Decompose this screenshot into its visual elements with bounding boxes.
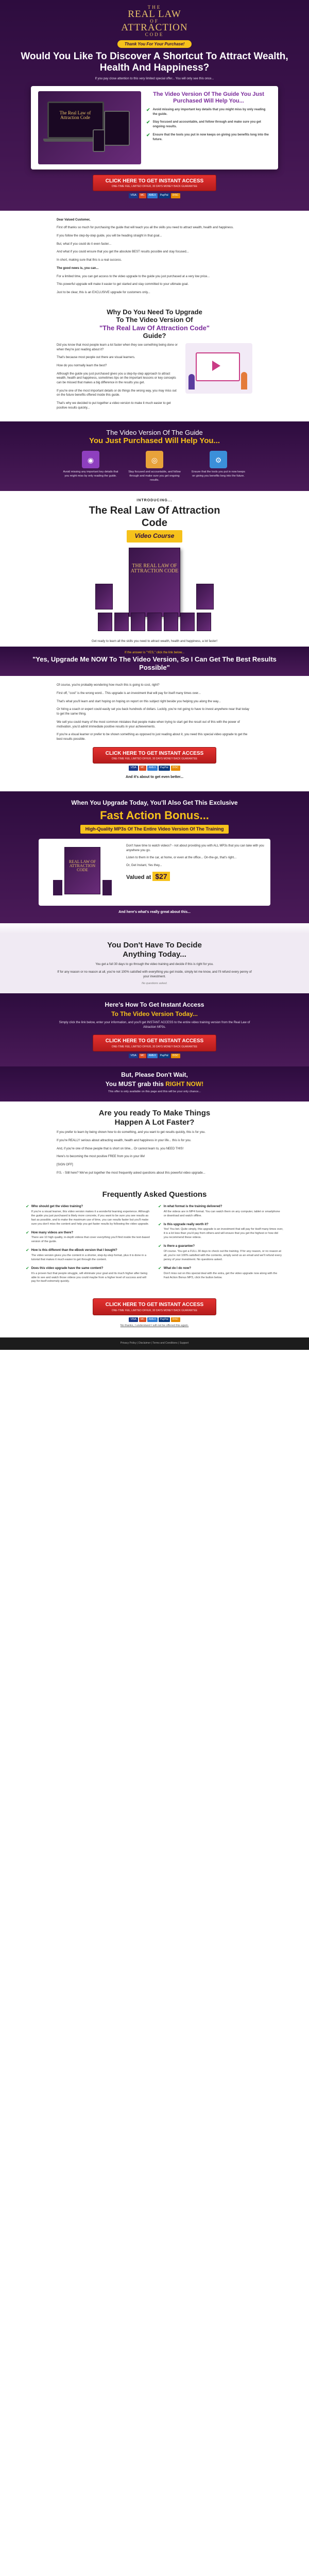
person-shape (241, 372, 247, 389)
check-icon: ✔ (158, 1204, 162, 1209)
product-side-box (95, 584, 113, 609)
bonus-title: Fast Action Bonus... (100, 809, 209, 822)
really-great-note: And here's what's really great about this... (118, 910, 191, 914)
faq-item (26, 1248, 151, 1262)
check-icon: ✔ (146, 107, 150, 113)
visa-icon: VISA (129, 1317, 138, 1322)
mastercard-icon: MC (139, 1054, 146, 1058)
paypal-icon: PayPal (159, 1317, 170, 1322)
bonus-paragraph: Or, Get Instant, Yes they... (126, 864, 162, 868)
bonus-box (39, 839, 270, 906)
why-paragraph: That's why we decided to put together a video version to make it much easier to get positive results quickly... (57, 402, 171, 410)
cta-main-label: CLICK HERE TO GET INSTANT ACCESS (105, 750, 204, 756)
video-offer-box (31, 86, 278, 170)
video-illustration (185, 343, 252, 394)
video-course-tag: Video Course (127, 530, 183, 542)
device-shape (53, 880, 62, 895)
mockup-title: The Real Law of Attraction Code (59, 110, 91, 120)
video-box-title: The Video Version Of The Guide You Just Purchased Will Help You... (153, 91, 264, 104)
letter-paragraph: This powerful upgrade will make it easier to get started and stay committed to your ultimate goal. (57, 283, 189, 286)
benefits-band (0, 421, 309, 492)
faq-item (158, 1223, 283, 1241)
cta-main-label: CLICK HERE TO GET INSTANT ACCESS (105, 1038, 204, 1044)
check-icon: ✔ (26, 1265, 29, 1270)
benefits-heading: The Video Version Of The Guide You Just Purchased Will Help You... (89, 428, 220, 446)
no-thanks-link[interactable]: No thanks, I understand I will not be offered this again. (120, 1324, 189, 1328)
check-icon: ✔ (26, 1230, 29, 1235)
get-access-button[interactable] (93, 175, 216, 192)
letter-paragraph: In short, making sure that this is a real success. (57, 259, 122, 262)
visa-icon: VISA (129, 193, 138, 198)
eye-icon: ◉ (82, 451, 99, 468)
letter-paragraph: If you follow the step-by-step guide, you will be heading straight in that goal... (57, 234, 162, 238)
greeting: Dear Valued Customer, (57, 218, 91, 222)
thank-you-pill: Thank You For Your Purchase! (117, 40, 192, 48)
why-paragraph: Did you know that most people learn a lot faster when they see something being done or when they're just reading about it? (57, 343, 178, 351)
check-icon: ✔ (158, 1222, 162, 1227)
product-side-box (196, 584, 214, 609)
why-section (0, 306, 309, 421)
faq-question: Does this video upgrade have the same content? (31, 1266, 104, 1270)
guarantee-paragraph: If for any reason or no reason at all, you're not 100% satisfied with everything you get inside, simply let me know, and I'll refund every penny of your investment. (57, 970, 252, 978)
why-paragraph: Although the guide you just purchased gives you a step-by-step approach to attract wealth, health and happiness, sometimes tips on the important lessons or key concepts can be missed that makes a big difference in the results you get. (57, 372, 176, 385)
mastercard-icon: MC (139, 193, 146, 198)
logo-text: REAL LAW (128, 8, 181, 20)
cta-sub-label: ONE-TIME FEE, LIMITED OFFER, 30 DAYS MONEY BACK GUARANTEE (111, 185, 198, 189)
ready-paragraph: Here's to becoming the most positive FREE from you in your life! (57, 1155, 145, 1159)
bonus-intro: When You Upgrade Today, You'll Also Get This Exclusive (71, 799, 238, 806)
check-icon: ✔ (146, 120, 150, 125)
target-icon: ◎ (146, 451, 163, 468)
check-icon: ✔ (158, 1265, 162, 1270)
offer-note: This offer is only available on this page and this will be your only chance... (108, 1090, 201, 1094)
bonus-package-box: REAL LAW OF ATTRACTION CODE (64, 847, 100, 894)
why-paragraph: How do you normally learn the best? (57, 364, 107, 368)
amex-icon: AMEX (147, 1317, 158, 1322)
guarantee-paragraph: You get a full 30 days to go through the video training and decide if this is right for you. (95, 963, 214, 967)
video-benefit-list (146, 91, 271, 164)
faq-question: In what format is the training delivered? (163, 1205, 222, 1209)
dont-wait-line: But, Please Don't Wait, (121, 1071, 188, 1079)
instant-access-heading: Here's How To Get Instant Access To The Video Version Today... (105, 1001, 204, 1018)
benefit-text: Ensure that the tools you put in now keeps on giving you benefits long into the future. (192, 470, 245, 478)
list-item-text: Ensure that the tools you put in now keeps on giving you benefits long into the future. (152, 133, 269, 141)
product-mockup-image (38, 91, 141, 164)
ready-paragraph: If you're REALLY serious about attracting wealth, health and happiness in your life... this is for you. (57, 1139, 192, 1142)
cta-sub-label: ONE-TIME FEE, LIMITED OFFER, 30 DAYS MONEY BACK GUARANTEE (111, 1045, 198, 1048)
payment-cards (0, 1317, 309, 1322)
get-access-button[interactable] (93, 1298, 216, 1315)
faq-item (26, 1205, 151, 1227)
faq-question: How many videos are there? (31, 1231, 74, 1234)
logo-text: CODE (145, 32, 164, 38)
cta-main-label: CLICK HERE TO GET INSTANT ACCESS (105, 178, 204, 184)
why-heading: Why Do You Need To Upgrade To The Video Version Of "The Real Law Of Attraction Code" Guide? (99, 308, 210, 340)
mp3-bundle-image (44, 844, 121, 901)
list-item-text: Stay focused and accountable, and follow through and make sure you get ongoing results. (152, 121, 261, 129)
discover-icon: DISC (171, 1317, 180, 1322)
no-questions-note: No questions asked. (142, 982, 167, 986)
faq-question: Is this upgrade really worth it? (163, 1223, 209, 1226)
letter-paragraph: First off thanks so much for purchasing the guide that will teach you all the skills you need to attract wealth, health and happiness. (57, 226, 234, 230)
get-access-button[interactable] (93, 747, 216, 764)
amex-icon: AMEX (147, 193, 158, 198)
paypal-icon: PayPal (159, 193, 170, 198)
letter-paragraph: The good news is, you can... (57, 266, 99, 270)
faq-answer: All the videos are in MP4 format. You can watch them on any computer, tablet or smartphone or download and watch offline. (163, 1210, 280, 1217)
cost-paragraph: We sell you could many of the most common mistakes that people make when trying to start get the result out of this with the power of motivation, you'd admit immediate positive results in your achievements. (57, 720, 240, 728)
logo-text: ATTRACTION (121, 22, 188, 33)
benefit-card (126, 451, 183, 483)
bonus-paragraph: Listen to them in the car, at home, or even at the office... On-the-go, that's right... (126, 856, 237, 860)
cost-paragraph: First off, "cost" is the wrong word... This upgrade is an investment that will pay for itself many times over... (57, 692, 201, 696)
payment-cards (57, 765, 252, 770)
play-icon (212, 361, 220, 371)
ready-paragraph: And, if you're one of those people that is short on time... Or cannot learn to, you NEED THIS! (57, 1147, 184, 1150)
faq-answer: There are 10 high quality, in-depth videos that cover everything you'll find inside the text-based version of the guide. (31, 1236, 150, 1244)
hero-headline: Would You Like To Discover A Shortcut To Attract Wealth, Health And Happiness? (21, 51, 288, 74)
letter-section (0, 211, 309, 306)
cost-paragraph: That's what you'll learn and start hoping on hoping on report on this subject right beside you helping you along the way... (57, 700, 221, 703)
list-item (146, 133, 271, 142)
final-cta-section (0, 1291, 309, 1332)
cta-sub-label: ONE-TIME FEE, LIMITED OFFER, 30 DAYS MONEY BACK GUARANTEE (111, 757, 198, 761)
why-paragraph: That's because most people out there are visual learners. (57, 356, 135, 360)
instant-access-paragraph: Simply click the link below, enter your information, and you'll get INSTANT ACCESS to the entire video training version from the Real Law of Attraction MP3s. (59, 1021, 250, 1029)
why-paragraph: If you're one of the most important details or do things the wrong way, you may miss out on the future benefits offered inside this guide. (57, 389, 177, 397)
better-note: And it's about to get even better... (125, 775, 184, 779)
amex-icon: AMEX (147, 766, 158, 770)
hero-subtext: If you pay close attention to this very limited special offer... You will only see this once... (95, 77, 214, 81)
faq-item (158, 1266, 283, 1280)
benefit-text: Stay focused and accountable, and follow through and make sure you get ongoing results. (128, 470, 181, 482)
introducing-section (0, 491, 309, 639)
benefit-card (62, 451, 119, 483)
logo-text: OF (150, 18, 159, 24)
guarantee-heading: You Don't Have To Decide Anything Today... (107, 941, 202, 959)
phone-shape (93, 129, 105, 152)
faq-item (26, 1266, 151, 1284)
bonus-subtitle: High-Quality MP3s Of The Entire Video Version Of The Training (80, 825, 229, 834)
tools-icon: ⚙ (210, 451, 227, 468)
faq-item (158, 1244, 283, 1262)
faq-answer: The video version gives you the content in a shorter, step-by-step format, plus it is done in a tutorial that makes it much easier to get through the content. (31, 1253, 146, 1261)
check-icon: ✔ (26, 1248, 29, 1253)
visa-icon: VISA (129, 1054, 138, 1058)
ps-note: P.S. - Still here? We've put together the most frequently asked questions about this powerful video upgrade... (57, 1171, 205, 1175)
check-icon: ✔ (26, 1204, 29, 1209)
faq-answer: It's a proven fact that people struggle, will eliminate your goal and its much higher after being able to see and watch those videos you could maybe from a higher level of success and will pay for itself extremely quickly. (31, 1272, 148, 1283)
faq-answer: Yes! You bet. Quite simply, this upgrade is an investment that will pay for itself many times over, it is a lot less than you'd pay from others-and will ensure that you get the highest or how did you recommend these videos. (163, 1228, 283, 1240)
mastercard-icon: MC (139, 766, 146, 770)
faq-section (0, 1205, 309, 1291)
benefit-card (190, 451, 247, 483)
cost-section (0, 676, 309, 791)
yes-upgrade-quote: "Yes, Upgrade Me NOW To The Video Version, So I Can Get The Best Results Possible" (32, 655, 277, 672)
hero-section (0, 0, 309, 211)
bonus-paragraph: Don't have time to watch videos? - not about providing you with ALL MP3s that you can take with you anywhere you go. (126, 844, 264, 852)
letter-paragraph: Just to be clear, this is an EXCLUSIVE upgrade for customers only... (57, 291, 150, 294)
intro-paragraph: Get ready to learn all the skills you need to attract wealth, health and happiness, a lot faster! (91, 639, 218, 643)
letter-paragraph: And what if you could ensure that you get the absolute BEST results possible and stay focused... (57, 250, 189, 254)
letter-paragraph: But, what if you could do it even faster... (57, 242, 112, 246)
discover-icon: DISC (171, 193, 180, 198)
list-item (146, 108, 271, 116)
introducing-label: INTRODUCING... (136, 499, 173, 503)
paypal-icon: PayPal (159, 1054, 170, 1058)
product-bundle-image (80, 548, 229, 631)
fast-action-bonus-band (0, 791, 309, 923)
instant-access-band (0, 993, 309, 1066)
faq-heading: Frequently Asked Questions (102, 1190, 207, 1199)
yes-instruction: If the answer is "YES," click the link below... (125, 651, 184, 655)
faq-answer: Don't miss out on this special deal with the extra, get the video upgrade now along with the Fast Action Bonus MP3, click the button below. (163, 1272, 278, 1279)
check-icon: ✔ (146, 132, 150, 138)
logo-text: THE (147, 5, 162, 10)
product-devices (80, 613, 229, 631)
faq-question: Is there a guarantee? (163, 1245, 195, 1248)
mastercard-icon: MC (139, 1317, 146, 1322)
brand-logo (108, 5, 201, 37)
payment-cards (57, 1053, 252, 1058)
list-item-text: Avoid missing any important key details that you might miss by only reading the guide. (152, 108, 266, 116)
check-icon: ✔ (158, 1244, 162, 1249)
benefit-text: Avoid missing any important key details that you might miss by only reading the guide. (63, 470, 118, 478)
cta-sub-label: ONE-TIME FEE, LIMITED OFFER, 30 DAYS MONEY BACK GUARANTEE (111, 1309, 198, 1312)
discover-icon: DISC (171, 766, 180, 770)
list-item (146, 120, 271, 129)
faq-item (26, 1231, 151, 1245)
guarantee-section (0, 934, 309, 993)
discover-icon: DISC (171, 1054, 180, 1058)
paypal-icon: PayPal (159, 766, 170, 770)
payment-cards (21, 193, 288, 198)
faq-answer: Of course. You get a FULL 30 days to check out the training. If for any reason, or no reason at all, you're not 100% satisfied with the contents, simply send us an email and we'll refund every penny of your investment. No questions asked. (163, 1249, 282, 1261)
amex-icon: AMEX (147, 1054, 158, 1058)
device-shape (102, 880, 112, 895)
faq-question: How is this different than the eBook version that I bought? (31, 1249, 117, 1252)
get-access-button[interactable] (93, 1035, 216, 1052)
ready-section (0, 1101, 309, 1183)
person-shape (188, 374, 195, 389)
faq-answer: If you're a visual learner, this video version makes it a wonderful learning experience. Although the guide you just purchased is likely more concrete, if you want to be sure you see results as fast as possible, and to make the maximum use of time, you can results faster but you'll make sure you don't miss the content and help you get faster results by following the video upgrade. (31, 1210, 150, 1226)
bonus-value: Valued at $27 (126, 871, 265, 882)
sign-off: [SIGN OFF] (57, 1163, 73, 1166)
cost-paragraph: Or hiring a coach or expert could easily set you back hundreds of dollars. Luckily, you're not going to have to invest anywhere near that today to get the same thing. (57, 708, 249, 716)
letter-paragraph: For a limited time, you can get access to the video upgrade to the guide you just purchased at a very low price... (57, 275, 210, 278)
faq-question: Who should get the video training? (31, 1205, 83, 1209)
faq-item (158, 1205, 283, 1218)
footer-links[interactable]: Privacy Policy | Disclaimer | Terms and Conditions | Support (0, 1337, 309, 1349)
ready-heading: Are you ready To Make Things Happen A Lot Faster? (98, 1109, 211, 1127)
tablet-shape (104, 111, 130, 146)
cost-paragraph: If you're a visual learner or prefer to be shown something as opposed to just reading about it, you need this special video upgrade to get the best results possible. (57, 733, 248, 741)
dont-wait-band (0, 1066, 309, 1101)
product-main-box: THE REAL LAW OF ATTRACTION CODE (129, 548, 180, 617)
product-title: The Real Law Of Attraction Code (89, 505, 220, 529)
ready-paragraph: If you prefer to learn by being shown how to do something, and you want to get results quickly, this is for you. (57, 1131, 206, 1134)
cost-paragraph: Of course, you're probably wondering how much this is going to cost, right? (57, 684, 160, 687)
cta-main-label: CLICK HERE TO GET INSTANT ACCESS (105, 1302, 204, 1308)
faq-question: What do I do now? (163, 1266, 192, 1270)
grab-now-line: You MUST grab this RIGHT NOW! (105, 1080, 204, 1088)
yes-upgrade-band (0, 647, 309, 676)
visa-icon: VISA (129, 766, 138, 770)
